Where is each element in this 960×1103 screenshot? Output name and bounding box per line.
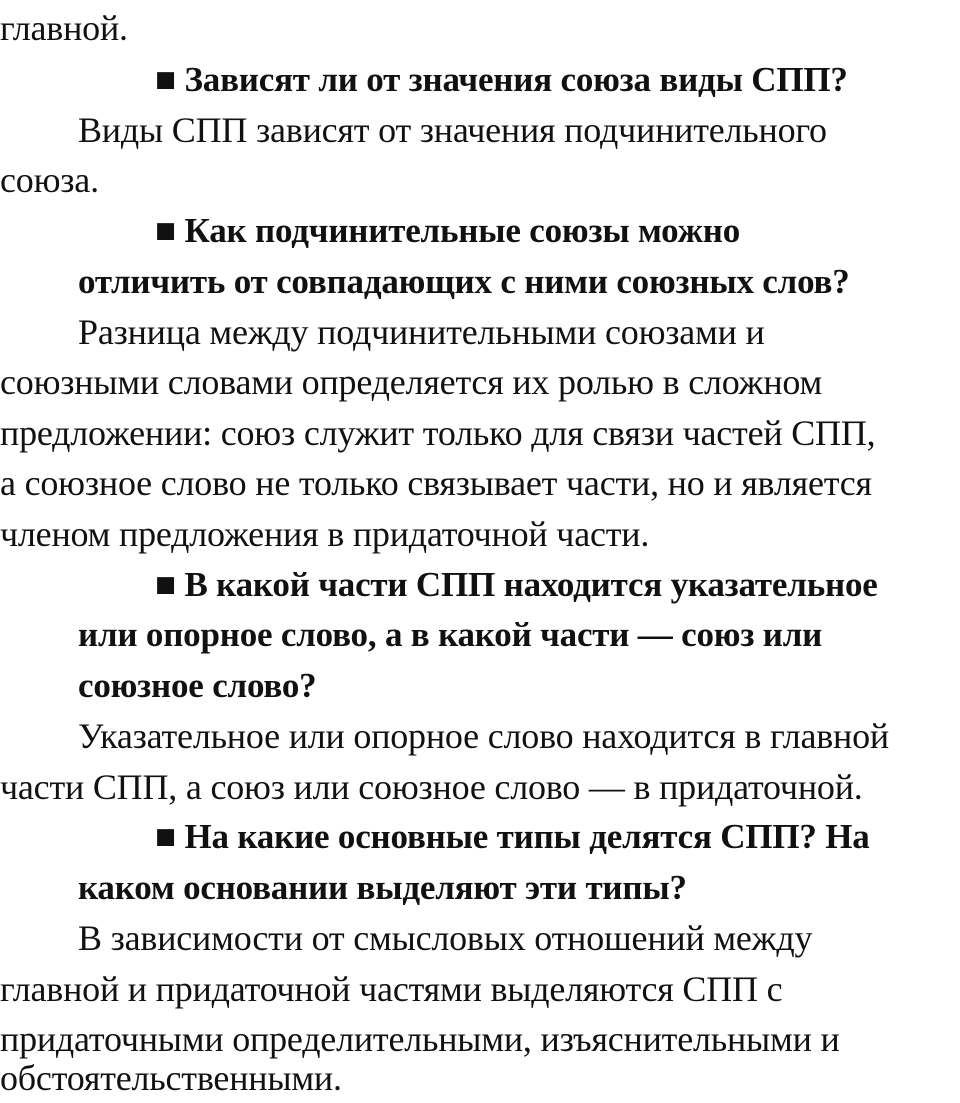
question-heading: или опорное слово, а в какой части — союз или — [78, 615, 823, 654]
answer-line: придаточными определительными, изъяснительными и — [0, 1019, 840, 1059]
question-heading: каком основании выделяют эти типы? — [78, 868, 687, 907]
answer-line: союза. — [0, 160, 99, 200]
answer-line: Разница между подчинительными союзами и — [78, 312, 765, 352]
question-heading: отличить от совпадающих с ними союзных слов? — [78, 262, 850, 301]
question-heading: ■ В какой части СПП находится указательное — [155, 565, 878, 604]
question-heading: союзное слово? — [78, 666, 317, 705]
text-line: главной. — [0, 8, 128, 48]
answer-line: а союзное слово не только связывает части, но и является — [0, 463, 872, 503]
question-heading: ■ Как подчинительные союзы можно — [155, 211, 741, 250]
answer-line: части СПП, а союз или союзное слово — в придаточной. — [0, 767, 863, 807]
answer-line: союзными словами определяется их ролью в сложном — [0, 362, 823, 402]
question-heading: ■ На какие основные типы делятся СПП? На — [155, 817, 870, 856]
answer-line: Виды СПП зависят от значения подчинительного — [78, 110, 827, 150]
answer-line: Указательное или опорное слово находится в главной — [78, 716, 889, 756]
answer-line: обстоятельственными. — [0, 1058, 342, 1098]
answer-line: предложении: союз служит только для связи частей СПП, — [0, 413, 876, 453]
question-heading: ■ Зависят ли от значения союза виды СПП? — [155, 60, 848, 99]
answer-line: В зависимости от смысловых отношений между — [78, 918, 813, 958]
answer-line: главной и придаточной частями выделяются СПП с — [0, 969, 783, 1009]
answer-line: членом предложения в придаточной части. — [0, 514, 650, 554]
